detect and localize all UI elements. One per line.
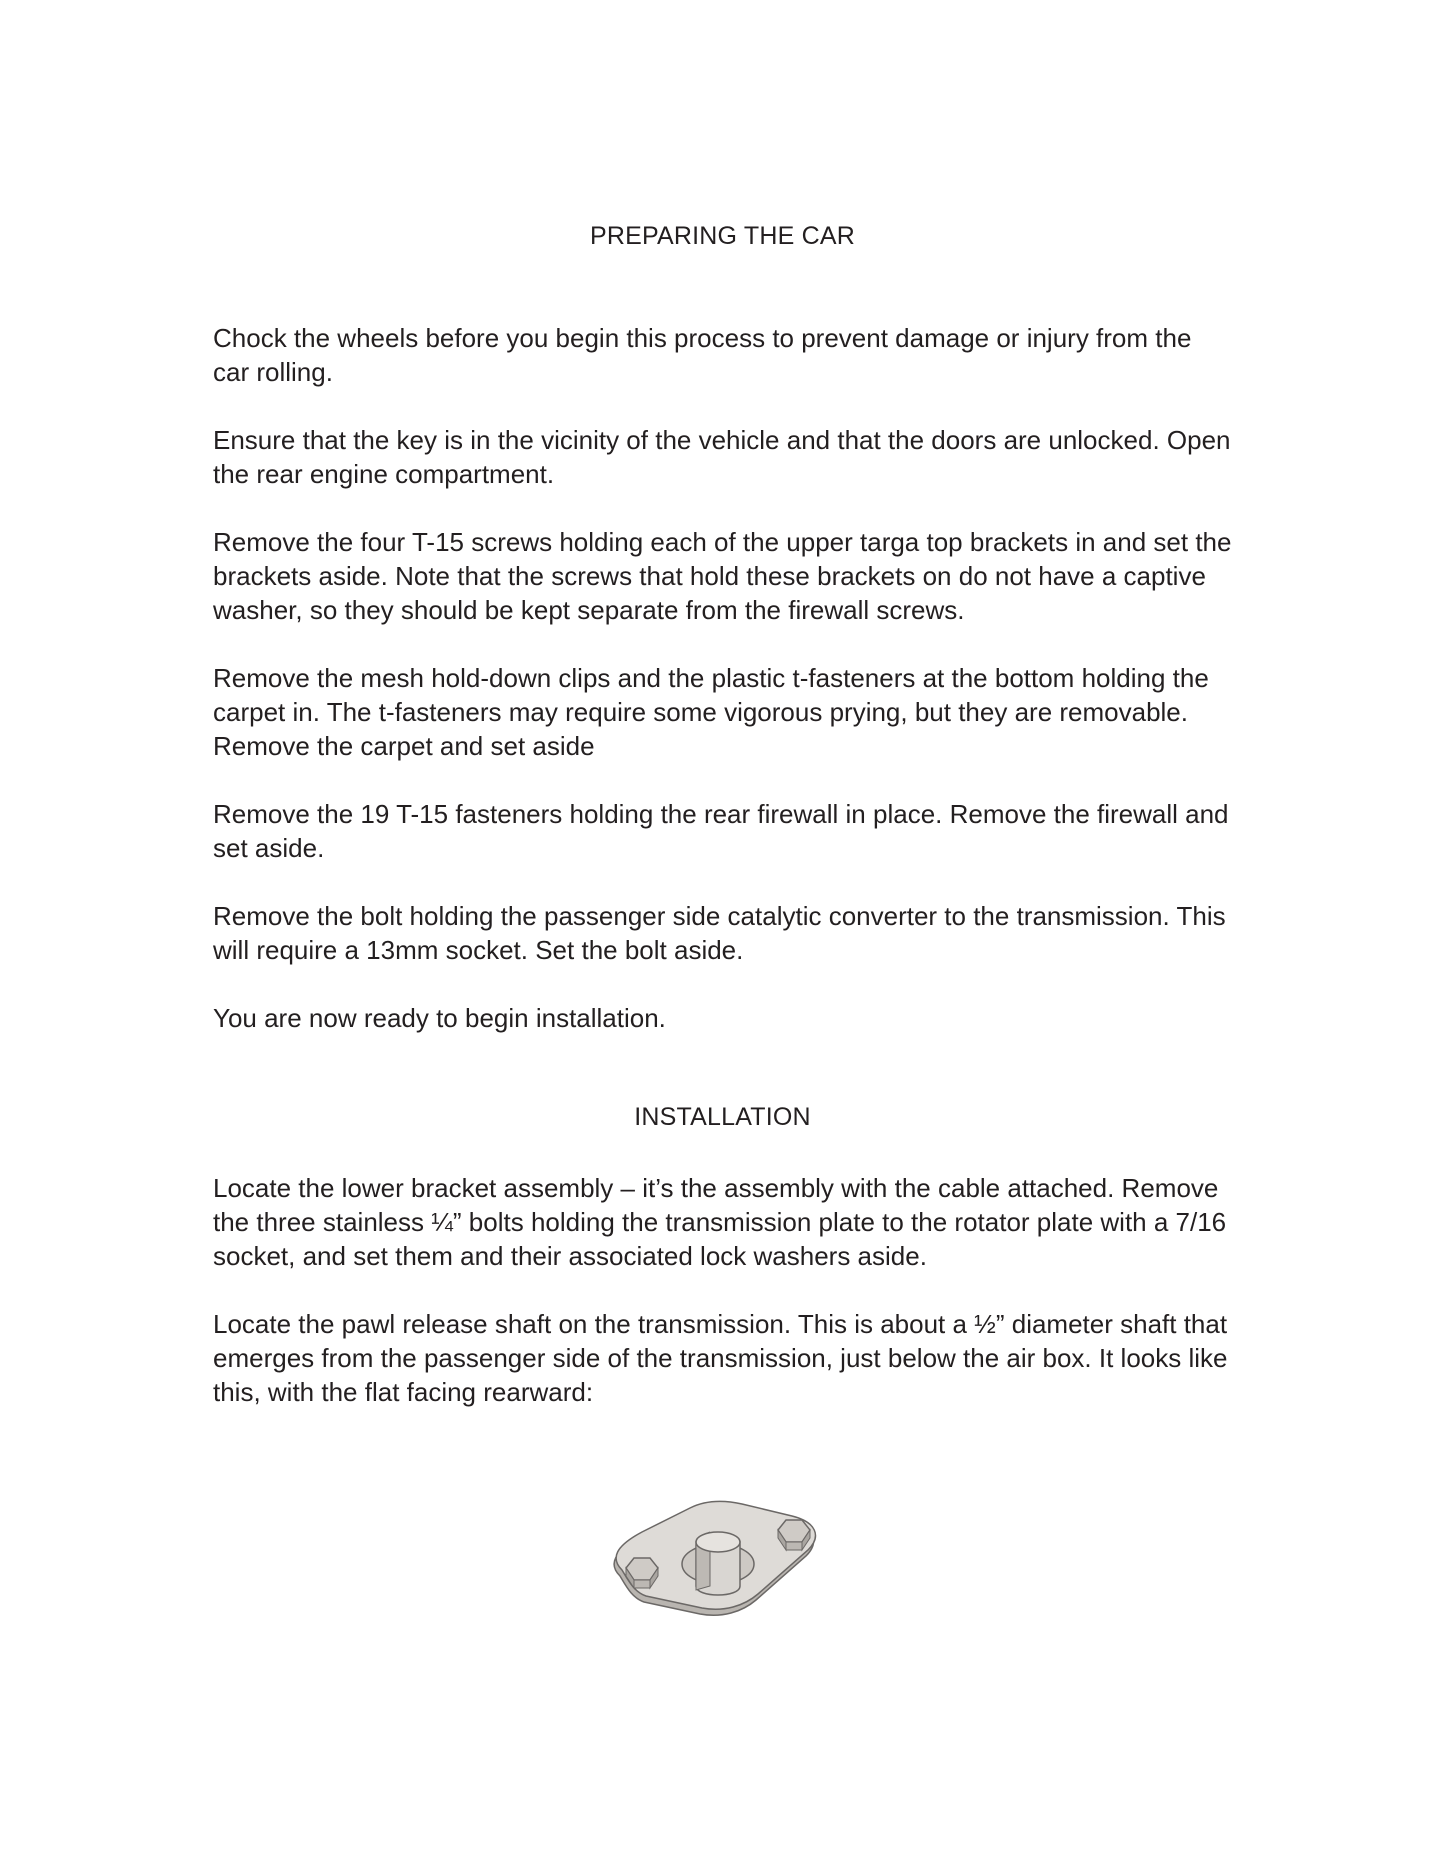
text-line: washer, so they should be kept separate from the firewall screws. <box>213 595 965 625</box>
text-line: Remove the carpet and set aside <box>213 731 595 761</box>
paragraph-mesh-clips <box>213 661 1273 763</box>
text-line: Remove the bolt holding the passenger side catalytic converter to the transmission. This <box>213 901 1226 931</box>
text-line: will require a 13mm socket. Set the bolt aside. <box>213 935 744 965</box>
paragraph-catalytic-converter <box>213 899 1273 967</box>
paragraph-firewall <box>213 797 1273 865</box>
pawl-release-shaft-illustration <box>600 1490 840 1630</box>
paragraph-chock-wheels <box>213 321 1273 389</box>
text-line: set aside. <box>213 833 325 863</box>
section-heading-installation: INSTALLATION <box>634 1103 811 1131</box>
text-line: the three stainless ¼” bolts holding the transmission plate to the rotator plate with a 7/16 <box>213 1207 1227 1237</box>
text-line: Remove the 19 T-15 fasteners holding the rear firewall in place. Remove the firewall and <box>213 799 1229 829</box>
paragraph-key-doors <box>213 423 1273 491</box>
text-line: Locate the lower bracket assembly – it’s the assembly with the cable attached. Remove <box>213 1173 1219 1203</box>
text-line: Chock the wheels before you begin this process to prevent damage or injury from the <box>213 323 1192 353</box>
text-line: socket, and set them and their associated lock washers aside. <box>213 1241 927 1271</box>
text-line: Locate the pawl release shaft on the transmission. This is about a ½” diameter shaft that <box>213 1309 1228 1339</box>
text-line: Remove the four T-15 screws holding each of the upper targa top brackets in and set the <box>213 527 1232 557</box>
text-line: brackets aside. Note that the screws that hold these brackets on do not have a captive <box>213 561 1206 591</box>
text-line: car rolling. <box>213 357 333 387</box>
paragraph-lower-bracket <box>213 1171 1273 1273</box>
paragraph-targa-brackets <box>213 525 1273 627</box>
text-line: You are now ready to begin installation. <box>213 1003 666 1033</box>
paragraph-ready <box>213 1001 1273 1035</box>
text-line: Remove the mesh hold-down clips and the plastic t-fasteners at the bottom holding the <box>213 663 1209 693</box>
text-line: carpet in. The t-fasteners may require some vigorous prying, but they are removable. <box>213 697 1188 727</box>
pawl-release-shaft-icon <box>600 1490 840 1630</box>
section-heading-preparing: PREPARING THE CAR <box>589 222 856 250</box>
text-line: emerges from the passenger side of the transmission, just below the air box. It looks like <box>213 1343 1228 1373</box>
text-line: this, with the flat facing rearward: <box>213 1377 594 1407</box>
paragraph-pawl-shaft <box>213 1307 1273 1409</box>
text-line: the rear engine compartment. <box>213 459 555 489</box>
text-line: Ensure that the key is in the vicinity of the vehicle and that the doors are unlocked. Open <box>213 425 1231 455</box>
